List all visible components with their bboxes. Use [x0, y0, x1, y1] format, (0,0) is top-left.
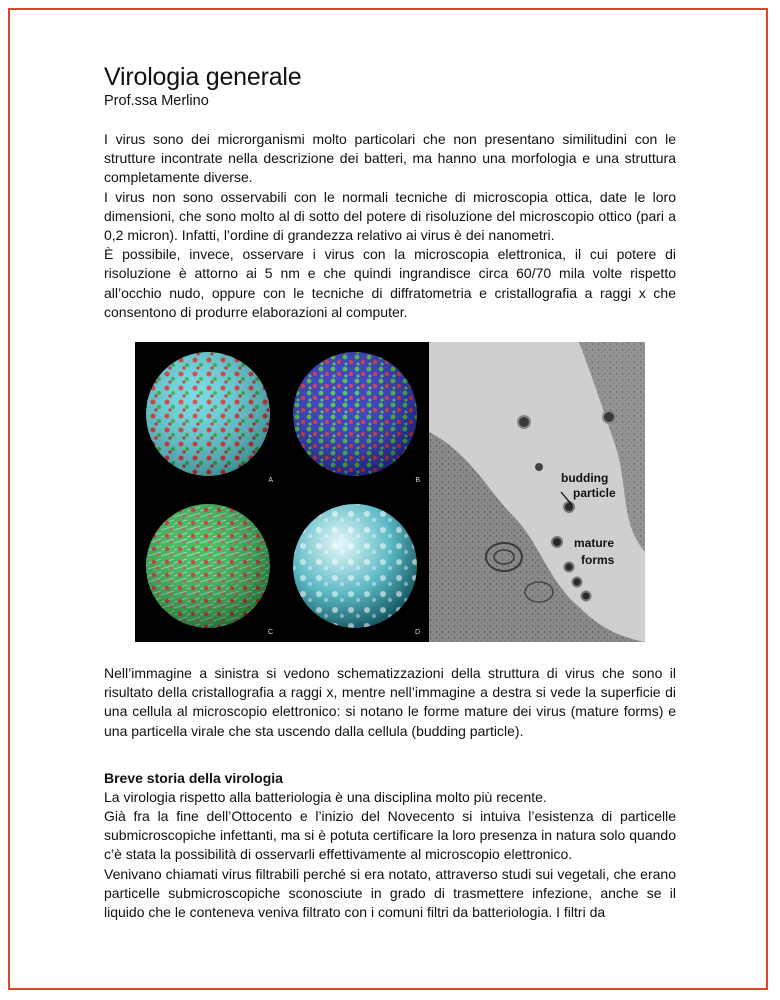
section-paragraph: Venivano chiamati virus filtrabili perché si era notato, attraverso studi sui vegetali, che erano particelle submicroscopiche sconosciute in grado di trasmettere infezione, anche se il liquido che le conteneva veniva filtrato con i comuni filtri da batteriologia. I filtri da [104, 865, 676, 921]
panel-label-a: A [268, 477, 273, 485]
virus-model-b [282, 342, 428, 490]
virus-model-d-graphic [282, 492, 428, 642]
intro-paragraph: I virus non sono osservabili con le normali tecniche di microscopia ottica, date le loro dimensioni, che sono molto al di sotto del potere di risoluzione del microscopio ottico (pari a 0,2 micron). Infatti, l’ordine di grandezza relativo ai virus è dei nanometri. [104, 188, 676, 244]
document-title: Virologia generale [104, 63, 302, 91]
figure-caption: Nell’immagine a sinistra si vedono schematizzazioni della struttura di virus che sono il risultato della cristallografia a raggi x, mentre nell’immagine a destra si vede la superficie di una cellula al microscopio elettronico: si notano le forme mature dei virus (mature forms) e una particella virale che sta uscendo dalla cellula (budding particle). [104, 665, 676, 739]
electron-micrograph-graphic [429, 342, 645, 642]
virus-model-c-graphic [135, 492, 281, 642]
virus-model-a [135, 342, 281, 490]
author-line: Prof.ssa Merlino [104, 93, 209, 109]
virus-figure [135, 342, 645, 642]
section-paragraph: La virologia rispetto alla batteriologia è una disciplina molto più recente. [104, 788, 547, 805]
budding-label-1: budding [561, 471, 609, 486]
panel-label-c: C [267, 629, 273, 637]
mature-label-1: mature [574, 536, 615, 551]
section-heading: Breve storia della virologia [104, 769, 283, 786]
panel-label-b: B [415, 477, 420, 485]
intro-paragraph: È possibile, invece, osservare i virus con la microscopia elettronica, il cui potere di risoluzione è attorno ai 5 nm e che quindi ingrandisce circa 60/70 mila volte rispetto all’occhio nudo, oppure con le tecniche di diffratometria e cristallografia a raggi x che consentono di produrre elaborazioni al computer. [104, 246, 676, 320]
document-body [104, 62, 676, 922]
intro-paragraph: I virus sono dei microrganismi molto particolari che non presentano similitudini con le strutture incontrate nella descrizione dei batteri, ma hanno una morfologia e una struttura completamente diverse. [104, 131, 676, 186]
electron-micrograph [429, 342, 645, 642]
budding-label-2: particle [573, 486, 616, 501]
virus-model-b-graphic [282, 342, 428, 490]
panel-label-d: D [414, 629, 420, 637]
virus-model-a-graphic [135, 342, 281, 490]
virus-model-d [282, 492, 428, 642]
virus-model-c [135, 492, 281, 642]
mature-label-2: forms [581, 553, 615, 568]
section-paragraph: Già fra la fine dell’Ottocento e l’inizio del Novecento si intuiva l’esistenza di particelle submicroscopiche infettanti, ma si è potuta certificare la loro presenza in natura solo quando c’è stata la possibilità di osservarli effettivamente al microscopio elettronico. [104, 808, 676, 863]
